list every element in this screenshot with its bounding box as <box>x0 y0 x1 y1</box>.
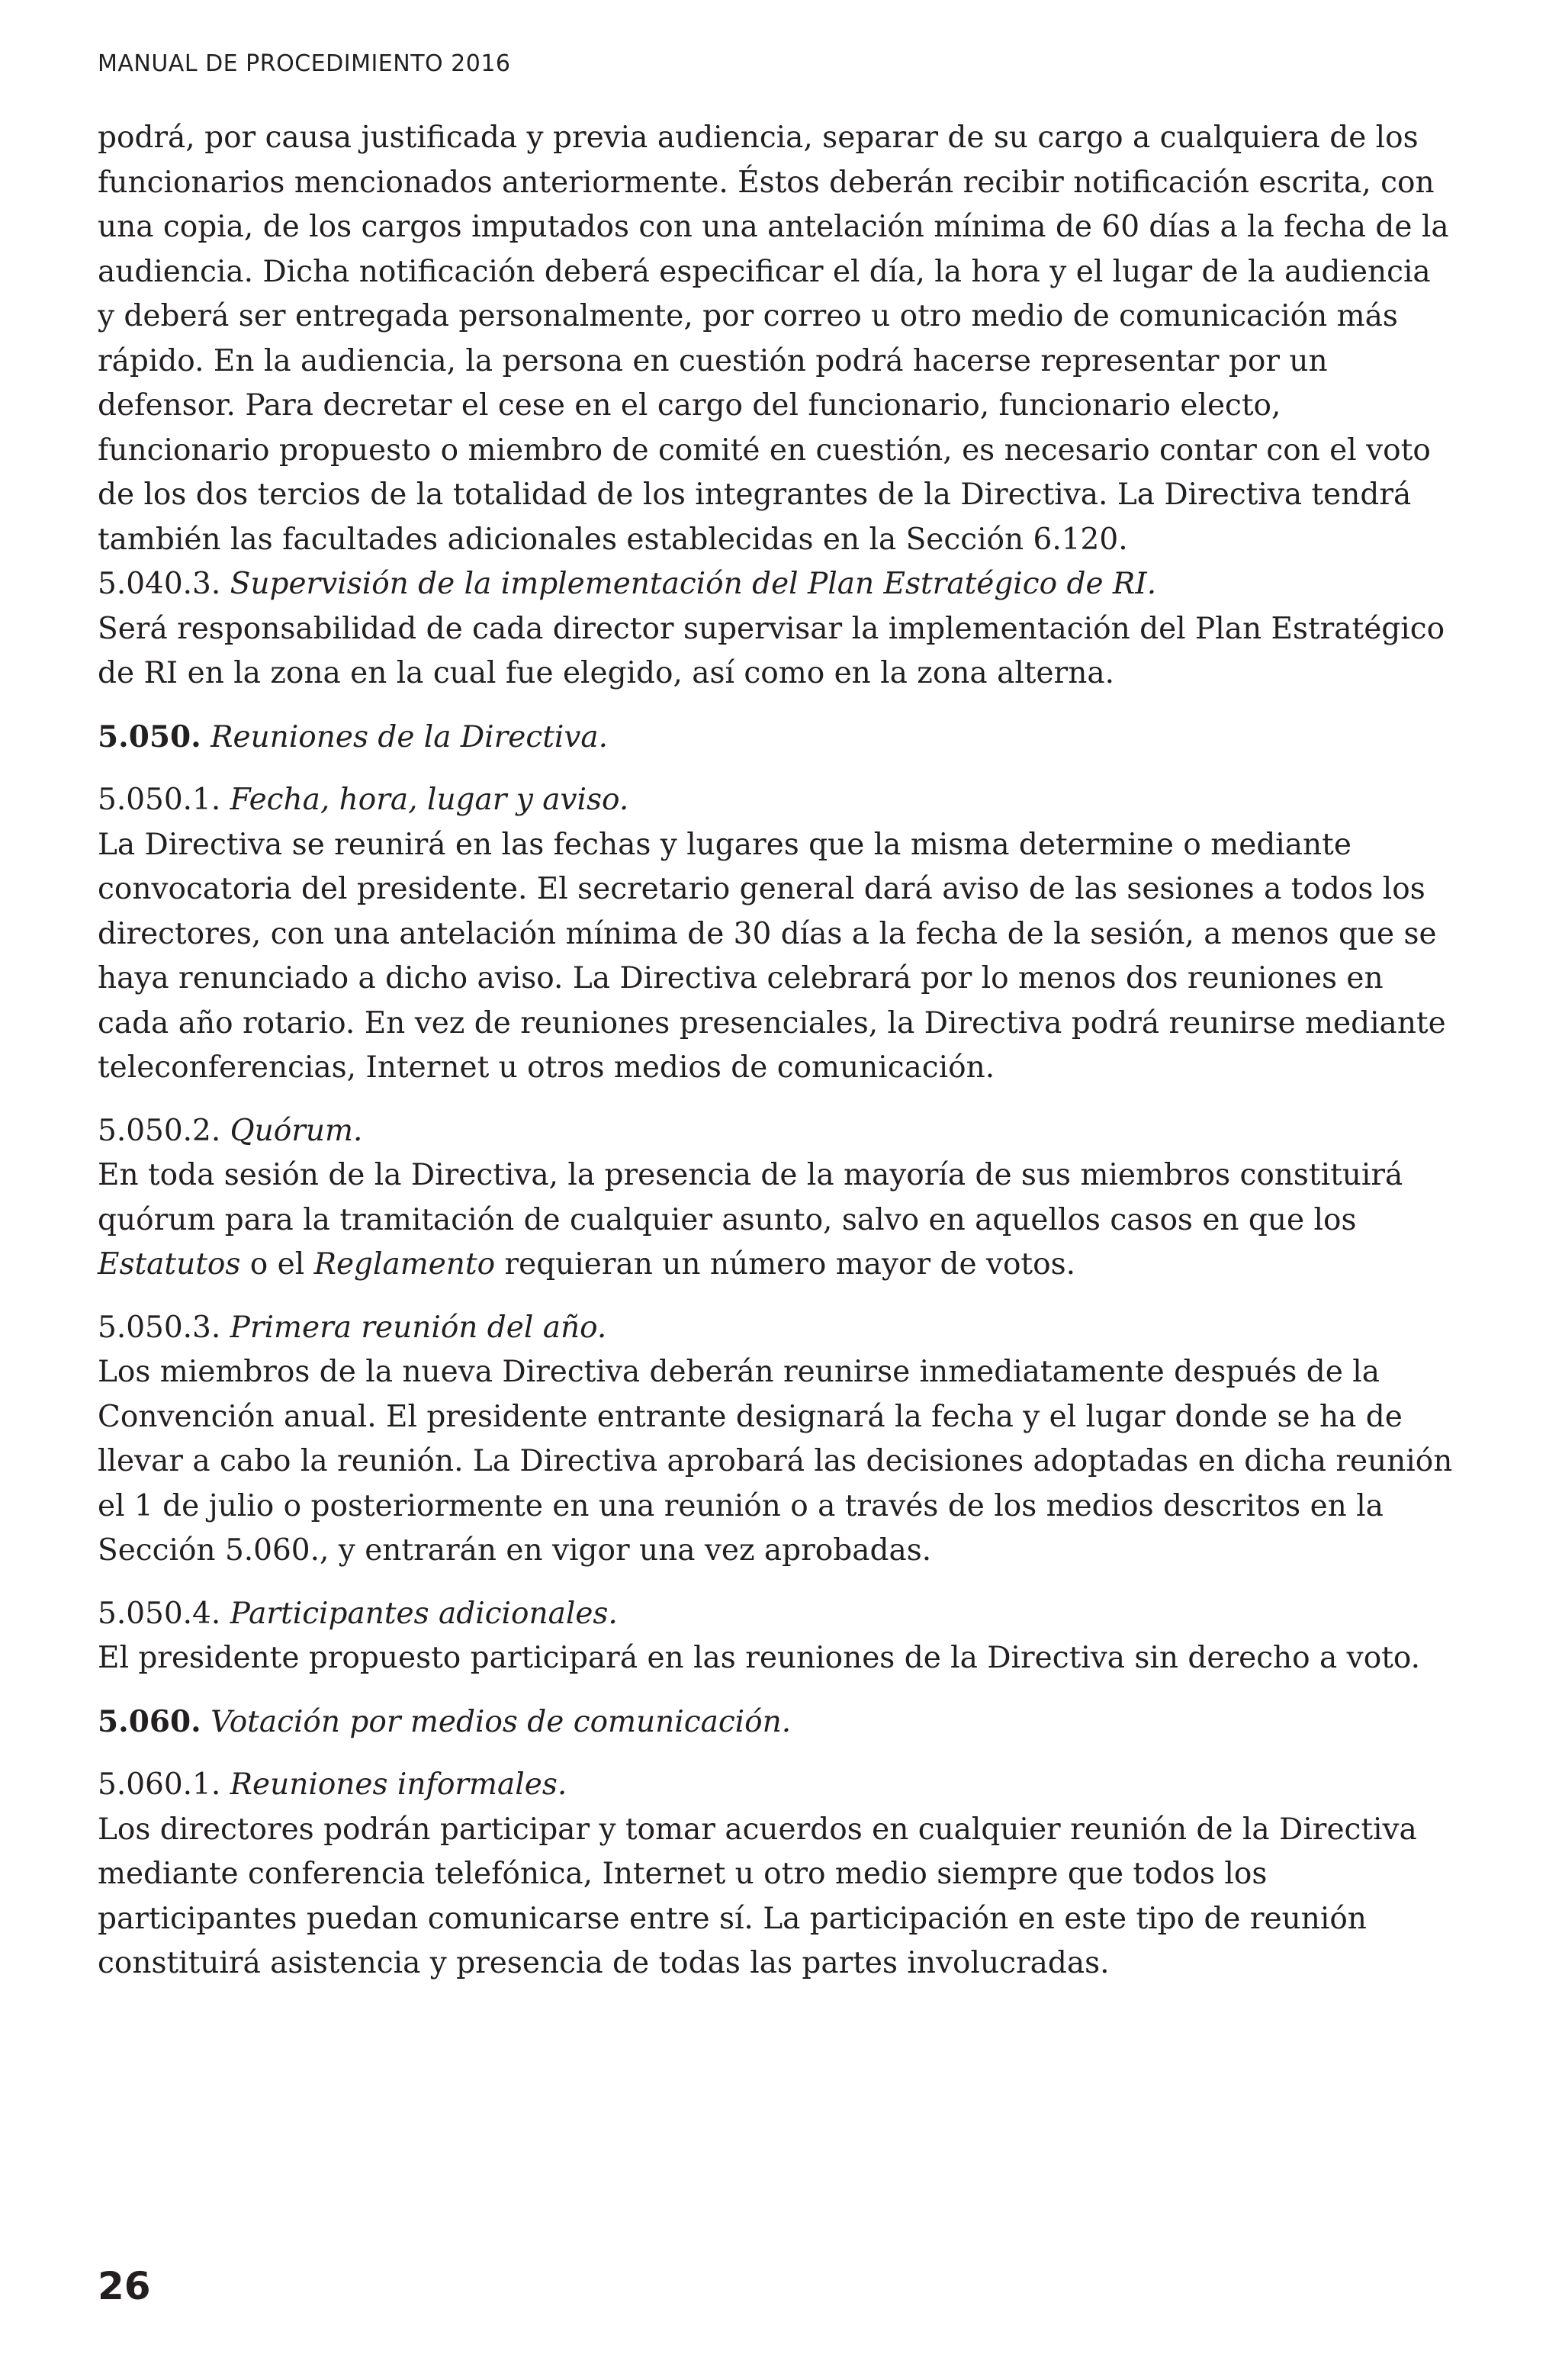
section-number: 5.050.2. <box>98 1113 221 1148</box>
section-title: Reuniones de la Directiva. <box>211 719 609 754</box>
body-text: o el <box>240 1247 314 1282</box>
section-body: Los directores podrán participar y tomar acuerdos en cualquier reunión de la Directiva mediante conferencia telefónica, Internet u otro medio siempre que todos los participantes puedan comunicarse entre sí. La participación en este tipo de reunión constituirá asistencia y presencia de todas las partes involucradas. <box>98 1812 1417 1980</box>
section-heading <box>98 715 1455 761</box>
section-body <box>98 1153 1455 1288</box>
body-italic-estatutos: Estatutos <box>98 1247 241 1282</box>
section-5-050-2 <box>98 1109 1455 1288</box>
body-italic-reglamento: Reglamento <box>313 1247 496 1282</box>
section-body: El presidente propuesto participará en las reuniones de la Directiva sin derecho a voto. <box>98 1641 1421 1675</box>
section-5-050 <box>98 715 1455 761</box>
section-body: Los miembros de la nueva Directiva deberán reunirse inmediatamente después de la Convención anual. El presidente entrante designará la fecha y el lugar donde se ha de llevar a cabo la reunión. La Directiva aprobará las decisiones adoptadas en dicha reunión el 1 de julio o posteriormente en una reunión o a través de los medios descritos en la Sección 5.060., y entrarán en vigor una vez aprobadas. <box>98 1355 1453 1568</box>
section-5-060-1 <box>98 1763 1455 1986</box>
section-body: Será responsabilidad de cada director supervisar la implementación del Plan Estratégico de RI en la zona en la cual fue elegido, así como en la zona alterna. <box>98 611 1445 690</box>
section-title: Fecha, hora, lugar y aviso. <box>230 783 629 817</box>
section-5-050-4 <box>98 1592 1455 1681</box>
section-title: Participantes adicionales. <box>230 1596 618 1631</box>
section-heading <box>98 1700 1455 1745</box>
section-number: 5.050.4. <box>98 1596 221 1631</box>
section-number: 5.060. <box>98 1703 201 1739</box>
section-number: 5.050. <box>98 719 201 754</box>
section-heading <box>98 1592 1455 1637</box>
section-5-060 <box>98 1700 1455 1745</box>
section-heading <box>98 1763 1455 1808</box>
section-title: Quórum. <box>230 1113 363 1148</box>
section-title: Primera reunión del año. <box>230 1310 607 1345</box>
section-title: Votación por medios de comunicación. <box>211 1704 792 1739</box>
section-5-050-3 <box>98 1306 1455 1574</box>
section-title: Reuniones informales. <box>230 1767 567 1802</box>
section-title: Supervisión de la implementación del Plan Estratégico de RI. <box>230 567 1157 601</box>
running-header: MANUAL DE PROCEDIMIENTO 2016 <box>98 50 511 77</box>
section-number: 5.050.1. <box>98 783 221 817</box>
section-heading <box>98 778 1455 823</box>
continuation-paragraph: podrá, por causa justificada y previa audiencia, separar de su cargo a cualquiera de los funcionarios mencionados anteriormente. Éstos deberán recibir notificación escrita, con una copia, de los cargos imputados con una antelación mínima de 60 días a la fecha de la audiencia. Dicha notificación deberá especificar el día, la hora y el lugar de la audiencia y deberá ser entregada personalmente, por correo u otro medio de comunicación más rápido. En la audiencia, la persona en cuestión podrá hacerse representar por un defensor. Para decretar el cese en el cargo del funcionario, funcionario electo, funcionario propuesto o miembro de comité en cuestión, es necesario contar con el voto de los dos tercios de la totalidad de los integrantes de la Directiva. La Directiva tendrá también las facultades adicionales establecidas en la Sección 6.120. <box>98 121 1449 557</box>
section-5-040-3 <box>98 562 1455 696</box>
section-number: 5.050.3. <box>98 1310 221 1345</box>
section-number: 5.060.1. <box>98 1767 221 1802</box>
section-heading <box>98 1109 1455 1154</box>
section-heading <box>98 562 1455 607</box>
section-body: La Directiva se reunirá en las fechas y lugares que la misma determine o mediante convocatoria del presidente. El secretario general dará aviso de las sesiones a todos los directores, con una antelación mínima de 30 días a la fecha de la sesión, a menos que se haya renunciado a dicho aviso. La Directiva celebrará por lo menos dos reuniones en cada año rotario. En vez de reuniones presenciales, la Directiva podrá reunirse mediante teleconferencias, Internet u otros medios de comunicación. <box>98 827 1446 1085</box>
section-number: 5.040.3. <box>98 567 221 601</box>
body-text: requieran un número mayor de votos. <box>495 1247 1075 1282</box>
document-body <box>98 116 1455 2005</box>
body-text: En toda sesión de la Directiva, la presencia de la mayoría de sus miembros constituirá quórum para la tramitación de cualquier asunto, salvo en aquellos casos en que los <box>98 1158 1403 1237</box>
section-5-050-1 <box>98 778 1455 1091</box>
section-heading <box>98 1306 1455 1351</box>
page-number: 26 <box>98 2264 151 2308</box>
